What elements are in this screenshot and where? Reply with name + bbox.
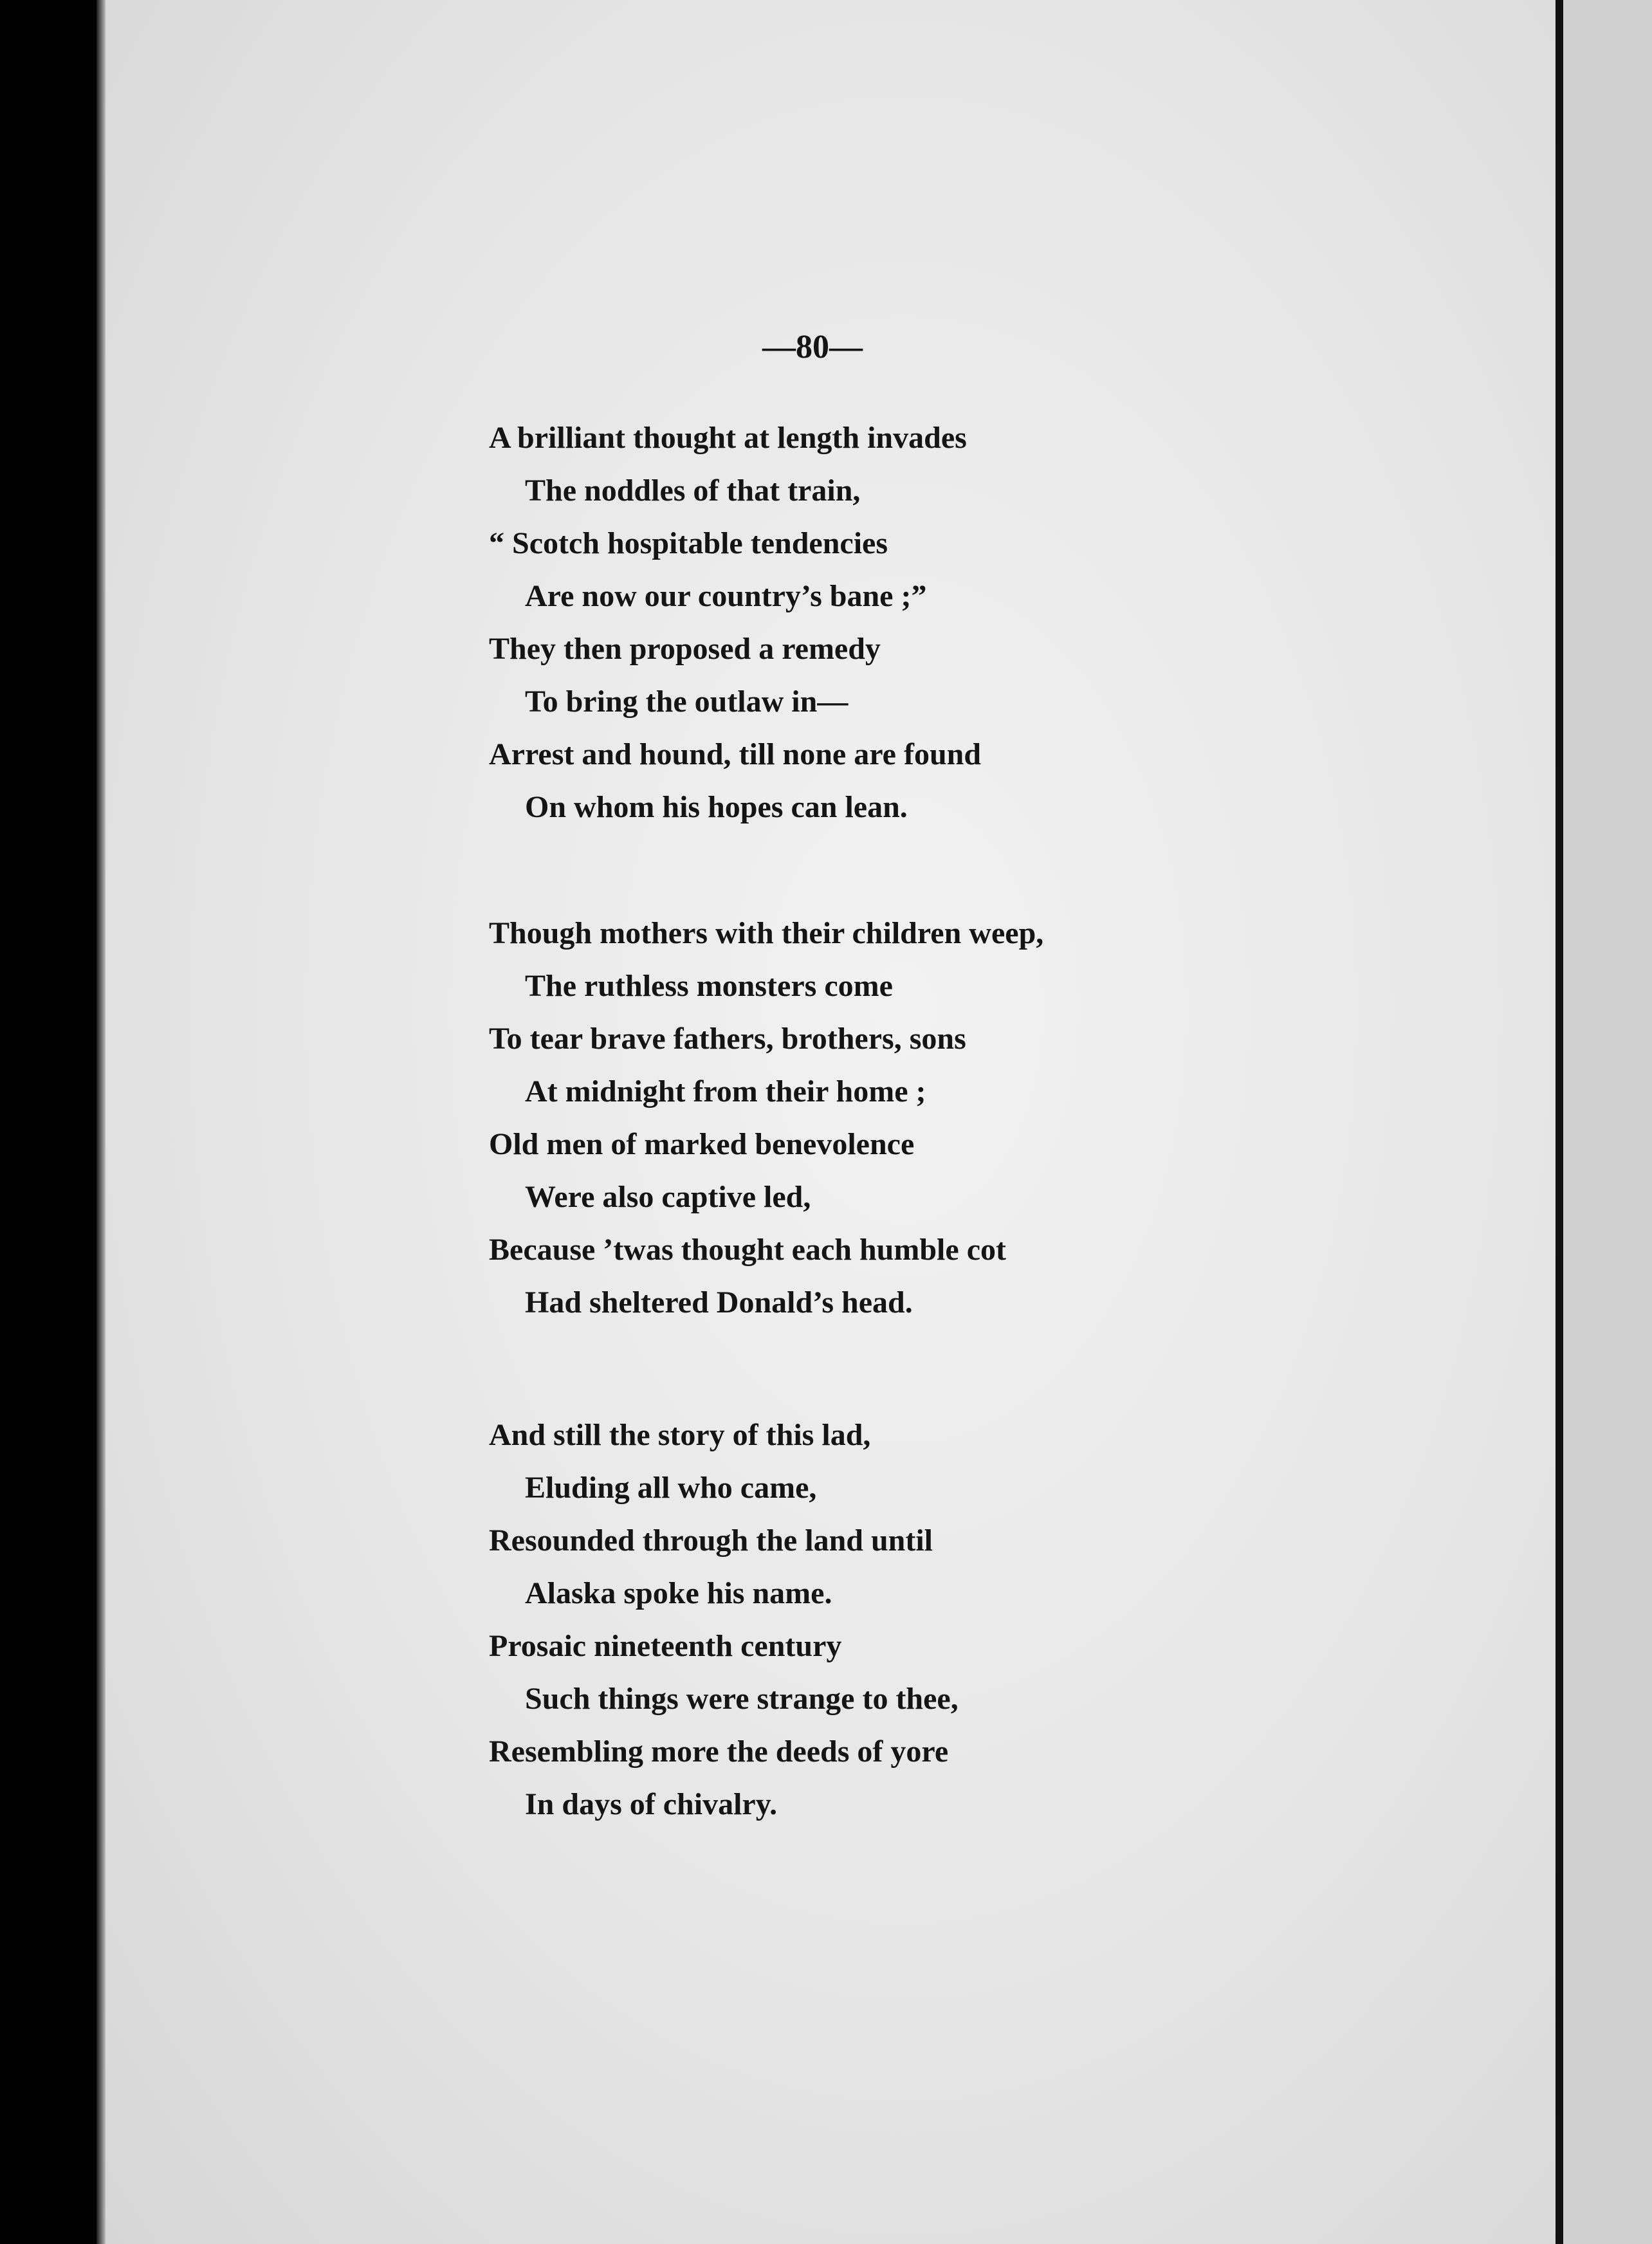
stanza-3 bbox=[489, 1409, 1325, 1831]
facing-page-edge bbox=[1563, 0, 1652, 2244]
poem-line: “ Scotch hospitable tendencies bbox=[489, 526, 888, 560]
poem-line: Though mothers with their children weep, bbox=[489, 916, 1044, 950]
page-number: —80— bbox=[762, 329, 863, 365]
book-gutter bbox=[1556, 0, 1563, 2244]
poem-line: Alaska spoke his name. bbox=[525, 1576, 832, 1610]
poem-line: Arrest and hound, till none are found bbox=[489, 737, 982, 771]
poem-line: To bring the outlaw in— bbox=[525, 685, 849, 719]
poem-line: They then proposed a remedy bbox=[489, 632, 881, 666]
page-left-edge bbox=[96, 0, 106, 2244]
poem-line: And still the story of this lad, bbox=[489, 1418, 871, 1452]
poem-line: Such things were strange to thee, bbox=[525, 1682, 959, 1716]
poem-line: On whom his hopes can lean. bbox=[525, 790, 908, 824]
poem-line: The noddles of that train, bbox=[525, 474, 861, 508]
poem-line: Are now our country’s bane ;” bbox=[525, 579, 927, 613]
poem-line: Prosaic nineteenth century bbox=[489, 1629, 842, 1663]
poem-line: In days of chivalry. bbox=[525, 1787, 778, 1821]
poem-line: Eluding all who came, bbox=[525, 1471, 817, 1505]
poem-line: Old men of marked benevolence bbox=[489, 1127, 915, 1161]
poem-line: To tear brave fathers, brothers, sons bbox=[489, 1022, 966, 1056]
poem-line: At midnight from their home ; bbox=[525, 1074, 926, 1108]
poem-line: Because ’twas thought each humble cot bbox=[489, 1233, 1006, 1267]
poem-line: Were also captive led, bbox=[525, 1180, 811, 1214]
poem-line: Had sheltered Donald’s head. bbox=[525, 1285, 913, 1320]
stanza-2 bbox=[489, 907, 1325, 1329]
poem-line: A brilliant thought at length invades bbox=[489, 421, 967, 455]
stanza-1 bbox=[489, 412, 1325, 834]
poem-line: Resembling more the deeds of yore bbox=[489, 1734, 949, 1769]
poem-line: The ruthless monsters come bbox=[525, 969, 893, 1003]
poem-line: Resounded through the land until bbox=[489, 1523, 933, 1558]
